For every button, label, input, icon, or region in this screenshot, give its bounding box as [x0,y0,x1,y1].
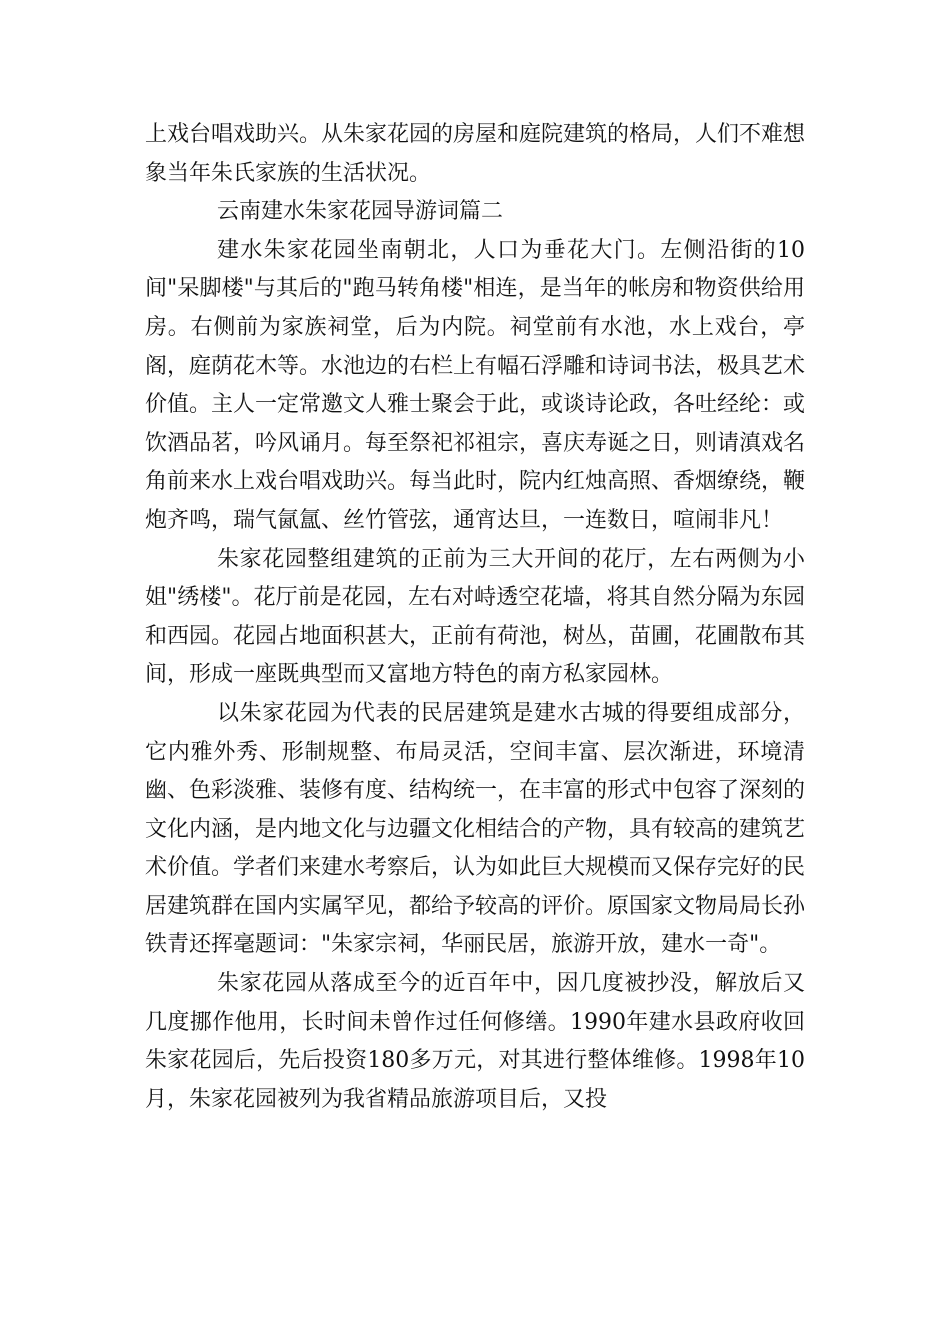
section-heading: 云南建水朱家花园导游词篇二 [217,199,504,225]
paragraph-layout: 建水朱家花园坐南朝北，人口为垂花大门。左侧沿街的10间"呆脚楼"与其后的"跑马转角楼"相连，是当年的帐房和物资供给用房。右侧前为家族祠堂，后为内院。祠堂前有水池，水上戏台，亭阁，庭荫花木等。水池边的右栏上有幅石浮雕和诗词书法，极具艺术价值。主人一定常邀文人雅士聚会于此，或谈诗论政，各吐经纶：或饮酒品茗，吟风诵月。每至祭祀祁祖宗，喜庆寿诞之日，则请滇戏名角前来水上戏台唱戏助兴。每当此时，院内红烛高照、香烟缭绕，鞭炮齐鸣，瑞气氤氲、丝竹管弦，通宵达旦，一连数日，喧闹非凡！ [145,237,806,533]
paragraph-architecture-value: 以朱家花园为代表的民居建筑是建水古城的得要组成部分，它内雅外秀、形制规整、布局灵活，空间丰富、层次渐进，环境清幽、色彩淡雅、装修有度、结构统一，在丰富的形式中包容了深刻的文化内涵，是内地文化与边疆文化相结合的产物，具有较高的建筑艺术价值。学者们来建水考察后，认为如此巨大规模而又保存完好的民居建筑群在国内实属罕见，都给予较高的评价。原国家文物局局长孙铁青还挥毫题词："朱家宗祠，华丽民居，旅游开放，建水一奇"。 [145,700,806,958]
paragraph-continuation: 上戏台唱戏助兴。从朱家花园的房屋和庭院建筑的格局，人们不难想象当年朱氏家族的生活状况。 [145,122,806,186]
paragraph-restoration: 朱家花园从落成至今的近百年中，因几度被抄没，解放后又几度挪作他用，长时间未曾作过任何修缮。1990年建水县政府收回朱家花园后，先后投资180多万元，对其进行整体维修。1998年10月，朱家花园被列为我省精品旅游项目后，又投 [145,971,805,1112]
paragraph-garden: 朱家花园整组建筑的正前为三大开间的花厅，左右两侧为小姐"绣楼"。花厅前是花园，左右对峙透空花墙，将其自然分隔为东园和西园。花园占地面积甚大，正前有荷池，树丛，苗圃，花圃散布其间，形成一座既典型而又富地方特色的南方私家园林。 [145,546,806,688]
document-page [145,116,805,1119]
